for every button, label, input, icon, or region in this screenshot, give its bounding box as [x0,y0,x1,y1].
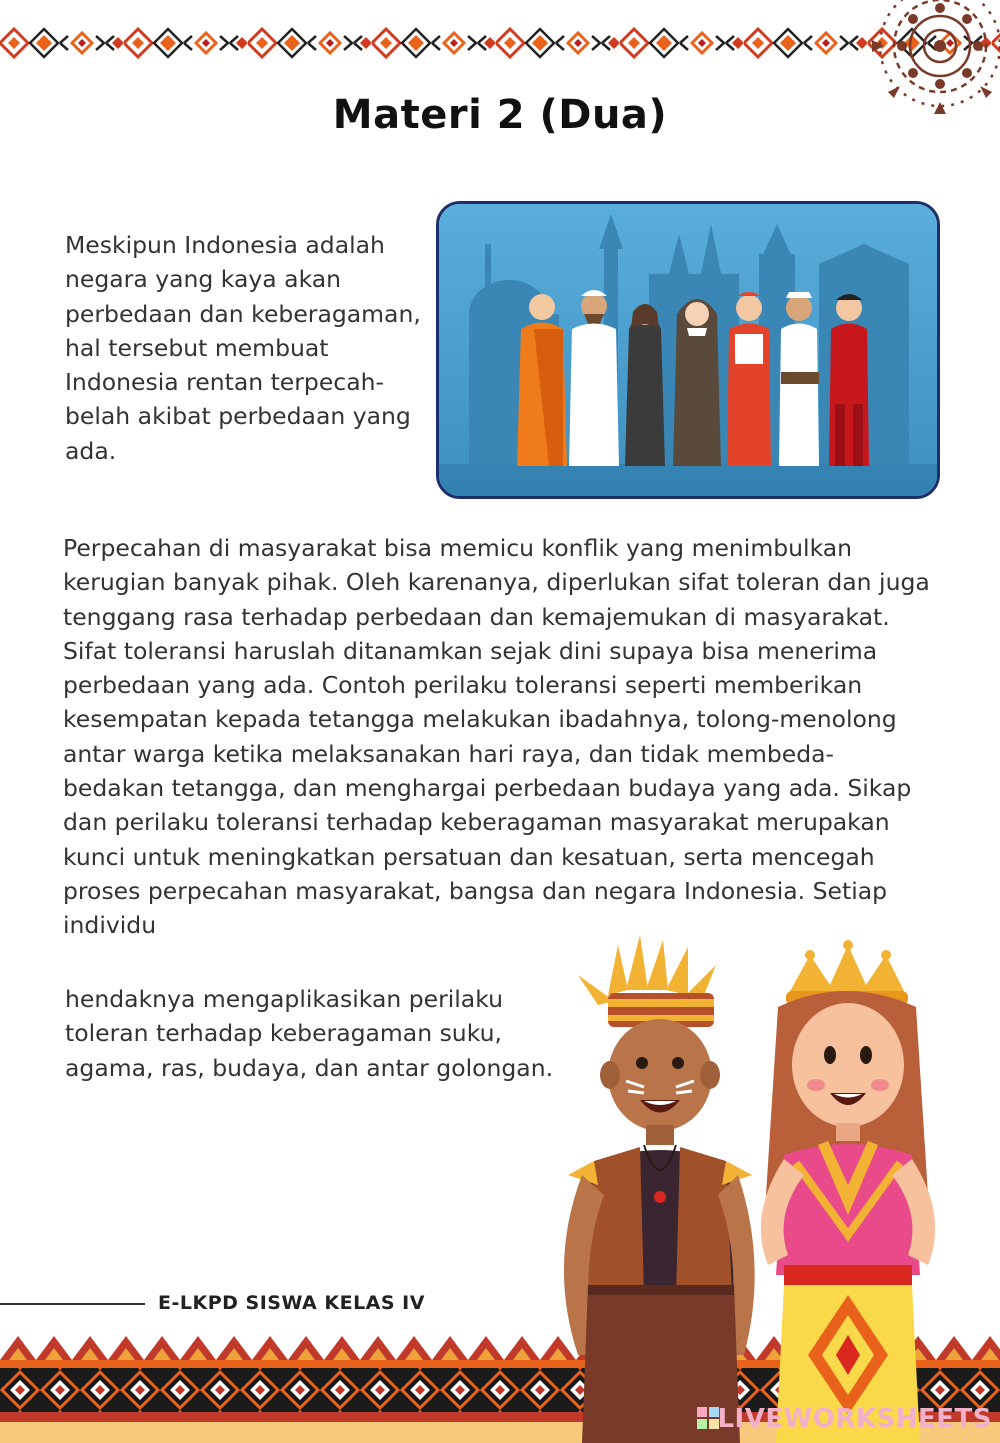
top-border-ornament-icon [0,18,1000,68]
page-title: Materi 2 (Dua) [332,92,668,138]
religious-diversity-illustration [436,201,940,499]
body-paragraph: Perpecahan di masyarakat bisa memicu konflik yang menimbulkan kerugian banyak pihak. Oleh karenanya, diperlukan sifat toleran dan juga tenggang rasa terhadap perbedaan dan kemajemukan di masyarakat. Sifat toleransi haruslah ditanamkan sejak dini supaya bisa menerima perbedaan yang ada. Contoh perilaku toleransi seperti memberikan kesempatan kepada tetangga melakukan ibadahnya, tolong-menolong antar warga ketika melaksanakan hari raya, dan tidak membeda-bedakan tetangga, dan menghargai perbedaan budaya yang ada. Sikap dan perilaku toleransi terhadap keberagaman masyarakat merupakan kunci untuk meningkatkan persatuan dan kesatuan, serta mencegah proses perpecahan masyarakat, bangsa dan negara Indonesia. Setiap individu [63,534,930,940]
liveworksheets-logo-icon [697,1407,719,1429]
illustration-scene [439,204,937,496]
liveworksheets-watermark: LIVEWORKSHEETS [717,1404,992,1434]
body-paragraph-continued: hendaknya mengaplikasikan perilaku toleran terhadap keberagaman suku, agama, ras, budaya, dan antar golongan. [65,985,554,1082]
traditional-couple-illustration [548,935,1000,1443]
footer-divider [0,1303,145,1305]
footer-label: E-LKPD SISWA KELAS IV [158,1292,425,1314]
intro-paragraph: Meskipun Indonesia adalah negara yang kaya akan perbedaan dan keberagaman, hal tersebut membuat Indonesia rentan terpecah-belah akibat perbedaan yang ada. [65,231,421,465]
